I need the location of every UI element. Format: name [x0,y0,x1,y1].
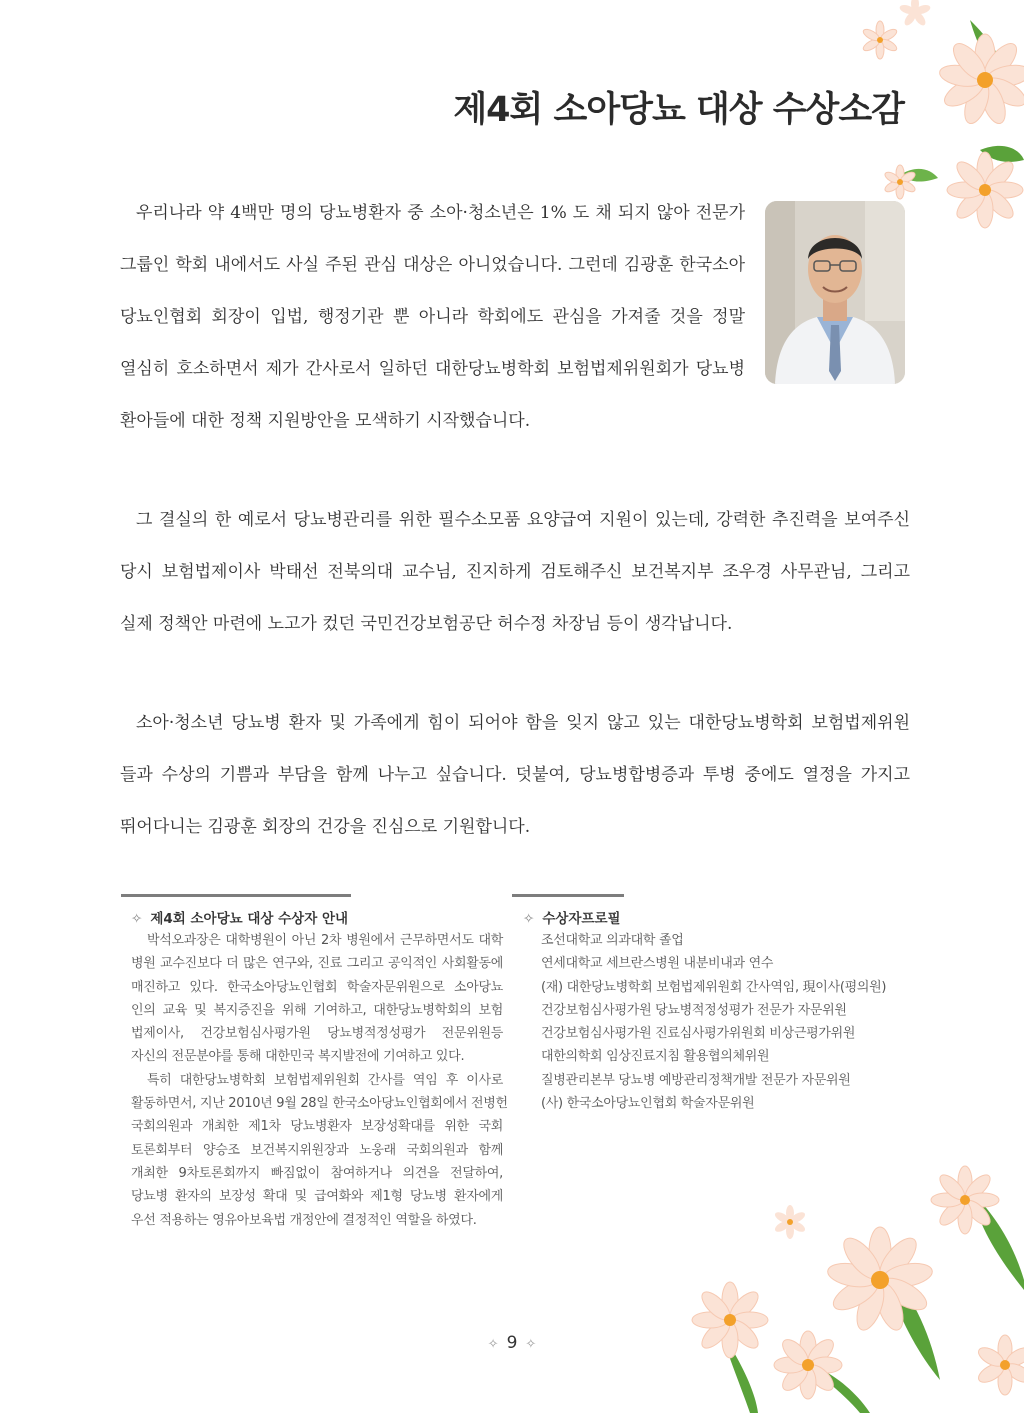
winner-info-heading [131,907,348,927]
awardee-photo [765,201,905,384]
flower-icon [862,21,899,59]
profile-heading [523,907,621,927]
profile-item: 건강보험심사평가원 진료심사평가위원회 비상근평가위원 [541,1026,856,1042]
flower-icon [931,1166,999,1234]
bio-line: 국회의원과 개최한 제1차 당뇨병환자 보장성확대를 위한 국회 [131,1119,503,1135]
flower-decoration-bottom [680,1160,1024,1413]
paragraph-line: 당뇨인협회 회장이 입법, 행정기관 뿐 아니라 학회에도 관심을 가져줄 것을 정말 [120,307,745,327]
section-divider [512,894,624,897]
paragraph-line: 당시 보험법제이사 박태선 전북의대 교수님, 진지하게 검토해주신 보건복지부 조우경 사무관님, 그리고 [120,562,910,582]
bio-line: 활동하면서, 지난 2010년 9월 28일 한국소아당뇨인협회에서 전병헌 [131,1096,508,1112]
profile-item: 질병관리본부 당뇨병 예방관리정책개발 전문가 자문위원 [541,1072,851,1088]
paragraph-1 [120,199,745,459]
paragraph-line: 뛰어다니는 김광훈 회장의 건강을 진심으로 기원합니다. [120,817,531,837]
paragraph-line: 소아·청소년 당뇨병 환자 및 가족에게 힘이 되어야 함을 잊지 않고 있는 대한당뇨병학회 보험법제위원 [136,713,910,733]
bio-line: 토론회부터 양승조 보건복지위원장과 노웅래 국회의원과 함께 [131,1142,503,1158]
page-title: 제4회 소아당뇨 대상 수상소감 [453,90,904,130]
paragraph-line: 환아들에 대한 정책 지원방안을 모색하기 시작했습니다. [120,411,531,431]
paragraph-line: 우리나라 약 4백만 명의 당뇨병환자 중 소아·청소년은 1% 도 채 되지 않아 전문가 [136,203,745,223]
profile-item: (재) 대한당뇨병학회 보험법제위원회 간사역임, 現이사(평의원) [541,979,887,995]
bio-line: 우선 적용하는 영유아보육법 개정안에 결정적인 역할을 하였다. [131,1212,477,1228]
bio-line: 인의 교육 및 복지증진을 위해 기여하고, 대한당뇨병학회의 보험 [131,1002,503,1018]
section-divider [121,894,351,897]
bio-line: 매진하고 있다. 한국소아당뇨인협회 학술자문위원으로 소아당뇨 [131,979,503,995]
profile-item: 대한의학회 임상진료지침 활용협의체위원 [541,1049,770,1065]
profile-list [541,929,921,1115]
bio-line: 특히 대한당뇨병학회 보험법제위원회 간사를 역임 후 이사로 [147,1072,503,1088]
winner-info-body [131,929,508,1232]
flower-icon [899,0,932,27]
page-footer [0,1333,1024,1353]
bio-line: 병원 교수진보다 더 많은 연구와, 진료 그리고 공익적인 사회활동에 [131,956,503,972]
flower-icon [947,152,1023,228]
profile-title: 수상자프로필 [542,911,621,927]
bio-line: 개최한 9차토론회까지 빠짐없이 참여하거나 의견을 전달하여, [131,1165,503,1181]
profile-item: 연세대학교 세브란스병원 내분비내과 연수 [541,956,774,972]
profile-item: 건강보험심사평가원 당뇨병적정성평가 전문가 자문위원 [541,1002,847,1018]
paragraph-line: 들과 수상의 기쁨과 부담을 함께 나누고 싶습니다. 덧붙여, 당뇨병합병증과 투병 중에도 열정을 가지고 [120,765,910,785]
paragraph-2 [120,506,910,662]
paragraph-line: 열심히 호소하면서 제가 간사로서 일하던 대한당뇨병학회 보험법제위원회가 당뇨병 [120,359,745,379]
bio-line: 박석오과장은 대학병원이 아닌 2차 병원에서 근무하면서도 대학 [147,933,503,948]
flower-icon [938,34,1024,127]
paragraph-line: 그룹인 학회 내에서도 사실 주된 관심 대상은 아니었습니다. 그런데 김광훈 한국소아 [120,255,745,275]
bio-line: 자신의 전문분야를 통해 대한민국 복지발전에 기여하고 있다. [131,1049,465,1065]
paragraph-3 [120,709,910,865]
flower-icon [773,1205,806,1239]
paragraph-line: 실제 정책안 마련에 노고가 컸던 국민건강보험공단 허수정 차장님 등이 생각납니다. [120,614,733,634]
bio-line: 당뇨병 환자의 보장성 확대 및 급여화와 제1형 당뇨병 환자에게 [131,1189,503,1205]
winner-info-title: 제4회 소아당뇨 대상 수상자 안내 [150,911,349,927]
bio-line: 법제이사, 건강보험심사평가원 당뇨병적정성평가 전문위원등 [131,1026,503,1042]
sparkle-icon: ✧ [131,911,143,927]
sparkle-icon: ✧ [525,1337,537,1352]
paragraph-line: 그 결실의 한 예로서 당뇨병관리를 위한 필수소모품 요양급여 지원이 있는데, 강력한 추진력을 보여주신 [136,510,910,530]
sparkle-icon: ✧ [487,1337,499,1352]
page-number: 9 [506,1333,518,1353]
profile-item: (사) 한국소아당뇨인협회 학술자문위원 [541,1096,755,1112]
sparkle-icon: ✧ [523,911,535,927]
profile-item: 조선대학교 의과대학 졸업 [541,933,684,948]
